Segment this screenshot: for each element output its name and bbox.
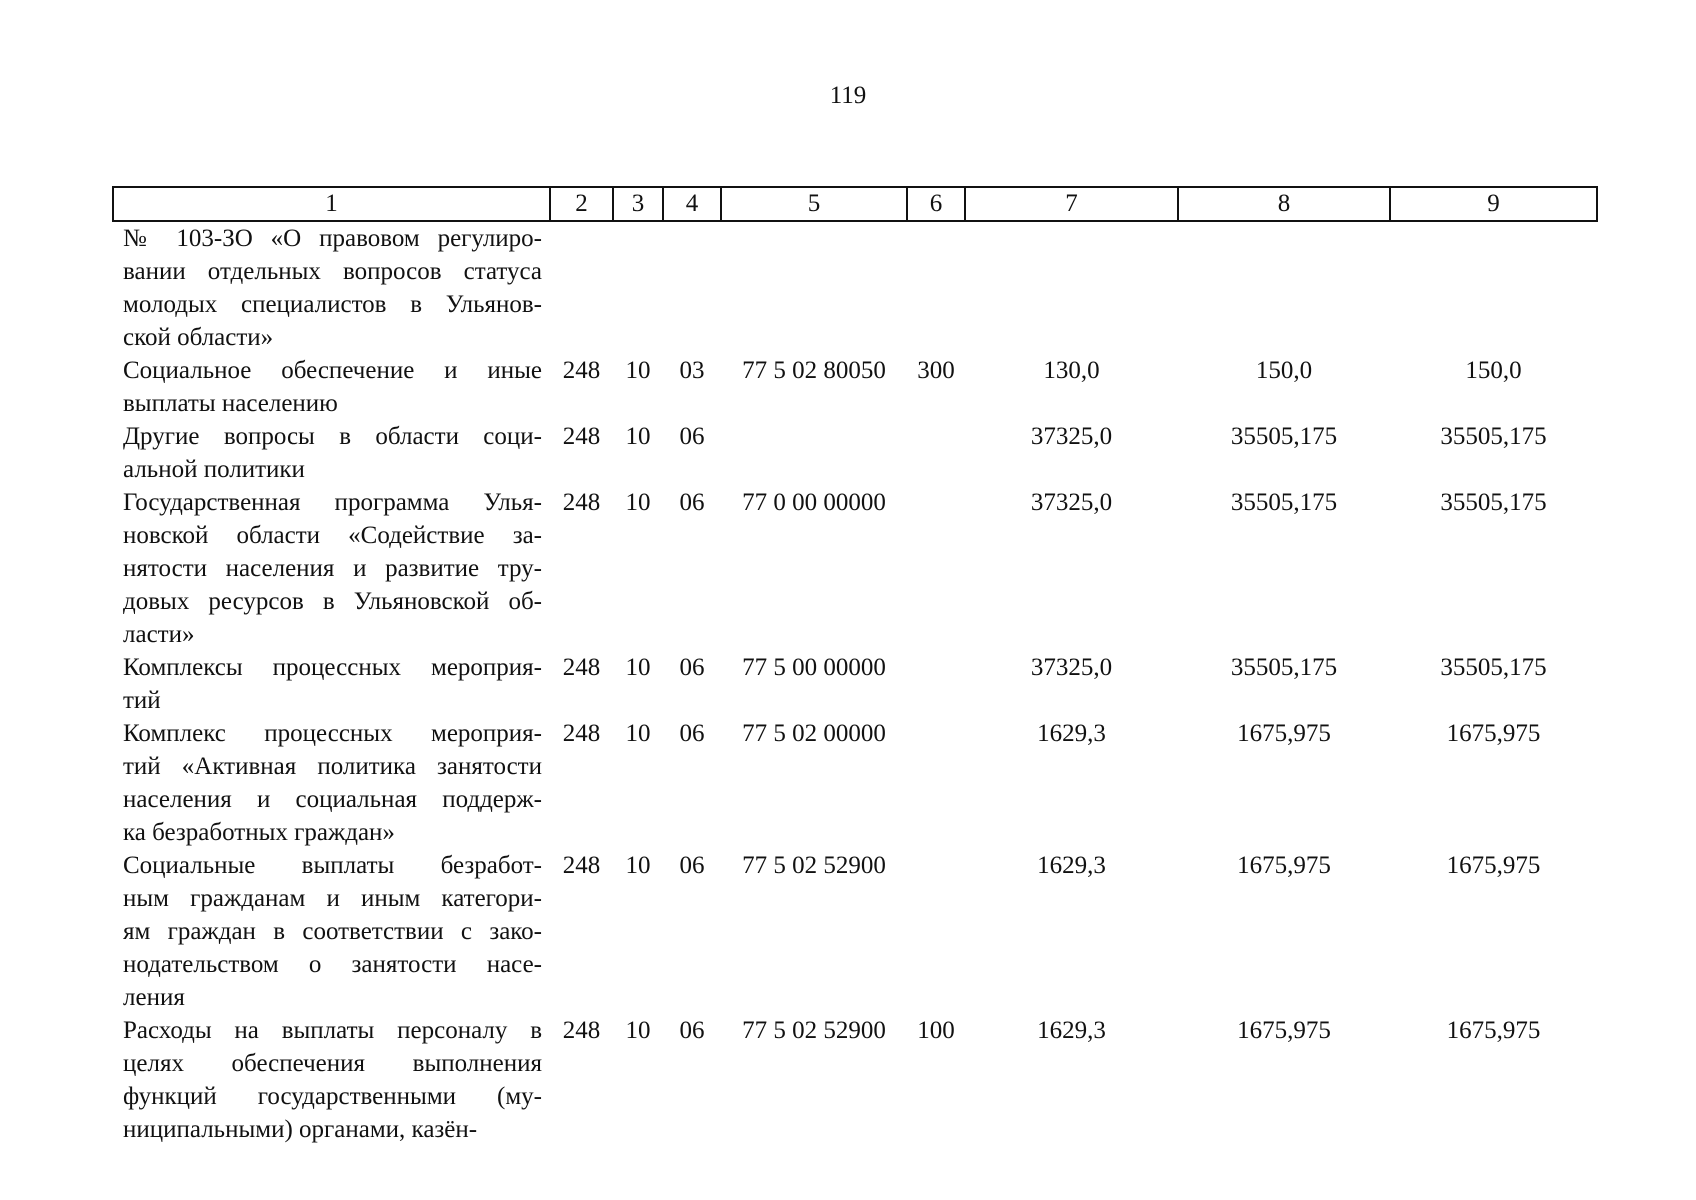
cell-col-8: 1675,975: [1237, 852, 1331, 879]
description-line: вании отдельных вопросов статуса: [123, 258, 542, 285]
description-line: выплаты населению: [123, 390, 338, 417]
cell-col-7: 1629,3: [1037, 1017, 1106, 1044]
cell-col-8: 1675,975: [1237, 1017, 1331, 1044]
description-line: № 103-ЗО «О правовом регулиро-: [123, 225, 542, 252]
description-line: ласти»: [123, 621, 195, 648]
cell-col-8: 35505,175: [1230, 423, 1338, 450]
cell-col-7: [965, 221, 1178, 354]
column-header-4: 4: [663, 187, 721, 221]
table-header: [113, 187, 1597, 221]
cell-col-6: [907, 651, 965, 717]
cell-col-5: 77 0 00 00000: [742, 489, 886, 516]
cell-col-5: [721, 420, 907, 486]
page-number: 119: [829, 82, 867, 109]
cell-col-3: 10: [625, 1017, 651, 1044]
description-line: нодательством о занятости насе-: [123, 951, 542, 978]
column-header-9: 9: [1390, 187, 1597, 221]
row-description: [113, 651, 550, 717]
cell-col-7: 130,0: [1043, 357, 1100, 384]
row-description: [113, 849, 550, 1014]
row-description: [113, 1014, 550, 1146]
description-line: Комплексы процессных мероприя-: [123, 654, 542, 681]
cell-col-5: [721, 221, 907, 354]
description-line: Другие вопросы в области соци-: [123, 423, 542, 450]
column-header-3: 3: [613, 187, 663, 221]
cell-col-3: 10: [625, 720, 651, 747]
description-line: ным гражданам и иным категори-: [123, 885, 542, 912]
description-line: молодых специалистов в Ульянов-: [123, 291, 542, 318]
description-line: альной политики: [123, 456, 305, 483]
cell-col-5: 77 5 02 00000: [742, 720, 886, 747]
cell-col-9: 35505,175: [1440, 489, 1547, 516]
cell-col-6: [907, 420, 965, 486]
cell-col-2: 248: [562, 423, 601, 450]
description-line: ниципальными) органами, казён-: [123, 1116, 478, 1143]
cell-col-4: 06: [679, 852, 705, 879]
cell-col-6: [907, 221, 965, 354]
table-row: [113, 717, 1597, 849]
description-line: функций государственными (му-: [123, 1083, 542, 1110]
table-body: [113, 221, 1597, 1146]
column-header-2: 2: [550, 187, 613, 221]
description-line: Социальные выплаты безработ-: [123, 852, 542, 879]
cell-col-4: 03: [679, 357, 705, 384]
cell-col-9: 1675,975: [1446, 720, 1541, 747]
column-header-1: 1: [113, 187, 550, 221]
cell-col-5: 77 5 02 80050: [742, 357, 886, 384]
cell-col-7: 1629,3: [1037, 720, 1106, 747]
cell-col-9: [1390, 221, 1597, 354]
cell-col-8: 35505,175: [1230, 489, 1338, 516]
cell-col-8: 35505,175: [1230, 654, 1338, 681]
description-line: ской области»: [123, 324, 274, 351]
table-row: [113, 221, 1597, 354]
cell-col-3: 10: [625, 489, 651, 516]
cell-col-8: 1675,975: [1237, 720, 1331, 747]
cell-col-9: 1675,975: [1446, 1017, 1541, 1044]
budget-table: [112, 186, 1598, 1146]
description-line: Комплекс процессных мероприя-: [123, 720, 542, 747]
cell-col-3: 10: [625, 654, 651, 681]
cell-col-2: 248: [562, 852, 601, 879]
cell-col-5: 77 5 00 00000: [742, 654, 886, 681]
description-line: тий: [123, 687, 161, 714]
row-description: [113, 717, 550, 849]
description-line: целях обеспечения выполнения: [123, 1050, 542, 1077]
cell-col-7: 1629,3: [1037, 852, 1106, 879]
column-header-7: 7: [965, 187, 1178, 221]
cell-col-7: 37325,0: [1030, 654, 1113, 681]
cell-col-9: 1675,975: [1446, 852, 1541, 879]
cell-col-7: 37325,0: [1030, 489, 1113, 516]
description-line: тий «Активная политика занятости: [123, 753, 542, 780]
table-row: [113, 420, 1597, 486]
row-description: [113, 221, 550, 354]
cell-col-6: [907, 717, 965, 849]
cell-col-5: 77 5 02 52900: [742, 1017, 886, 1044]
cell-col-4: [663, 221, 721, 354]
cell-col-5: 77 5 02 52900: [742, 852, 886, 879]
cell-col-8: [1178, 221, 1390, 354]
cell-col-6: 100: [917, 1017, 955, 1044]
cell-col-2: 248: [562, 357, 601, 384]
description-line: ка безработных граждан»: [123, 819, 395, 846]
cell-col-2: 248: [562, 489, 601, 516]
cell-col-2: [550, 221, 613, 354]
description-line: довых ресурсов в Ульяновской об-: [123, 588, 542, 615]
cell-col-3: [613, 221, 663, 354]
table-row: [113, 486, 1597, 651]
description-line: нятости населения и развитие тру-: [123, 555, 542, 582]
column-header-5: 5: [721, 187, 907, 221]
description-line: населения и социальная поддерж-: [123, 786, 542, 813]
table-row: [113, 1014, 1597, 1146]
cell-col-6: 300: [917, 357, 955, 384]
cell-col-3: 10: [625, 852, 651, 879]
cell-col-9: 35505,175: [1440, 423, 1547, 450]
description-line: ям граждан в соответствии с зако-: [123, 918, 542, 945]
row-description: [113, 354, 550, 420]
cell-col-9: 35505,175: [1440, 654, 1547, 681]
cell-col-3: 10: [625, 423, 651, 450]
description-line: Социальное обеспечение и иные: [123, 357, 542, 384]
cell-col-6: [907, 849, 965, 1014]
cell-col-7: 37325,0: [1030, 423, 1113, 450]
cell-col-6: [907, 486, 965, 651]
column-header-6: 6: [907, 187, 965, 221]
row-description: [113, 486, 550, 651]
cell-col-2: 248: [562, 1017, 601, 1044]
description-line: Государственная программа Улья-: [123, 489, 542, 516]
cell-col-9: 150,0: [1465, 357, 1522, 384]
description-line: ления: [123, 984, 185, 1011]
cell-col-4: 06: [679, 1017, 705, 1044]
cell-col-3: 10: [625, 357, 651, 384]
cell-col-4: 06: [679, 489, 705, 516]
table-row: [113, 849, 1597, 1014]
cell-col-4: 06: [679, 654, 705, 681]
header-row: [113, 187, 1597, 221]
cell-col-4: 06: [679, 423, 705, 450]
row-description: [113, 420, 550, 486]
cell-col-2: 248: [562, 720, 601, 747]
table-row: [113, 651, 1597, 717]
column-header-8: 8: [1178, 187, 1390, 221]
description-line: Расходы на выплаты персоналу в: [123, 1017, 542, 1044]
table-row: [113, 354, 1597, 420]
cell-col-8: 150,0: [1255, 357, 1313, 384]
cell-col-4: 06: [679, 720, 705, 747]
description-line: новской области «Содействие за-: [123, 522, 542, 549]
cell-col-2: 248: [562, 654, 601, 681]
